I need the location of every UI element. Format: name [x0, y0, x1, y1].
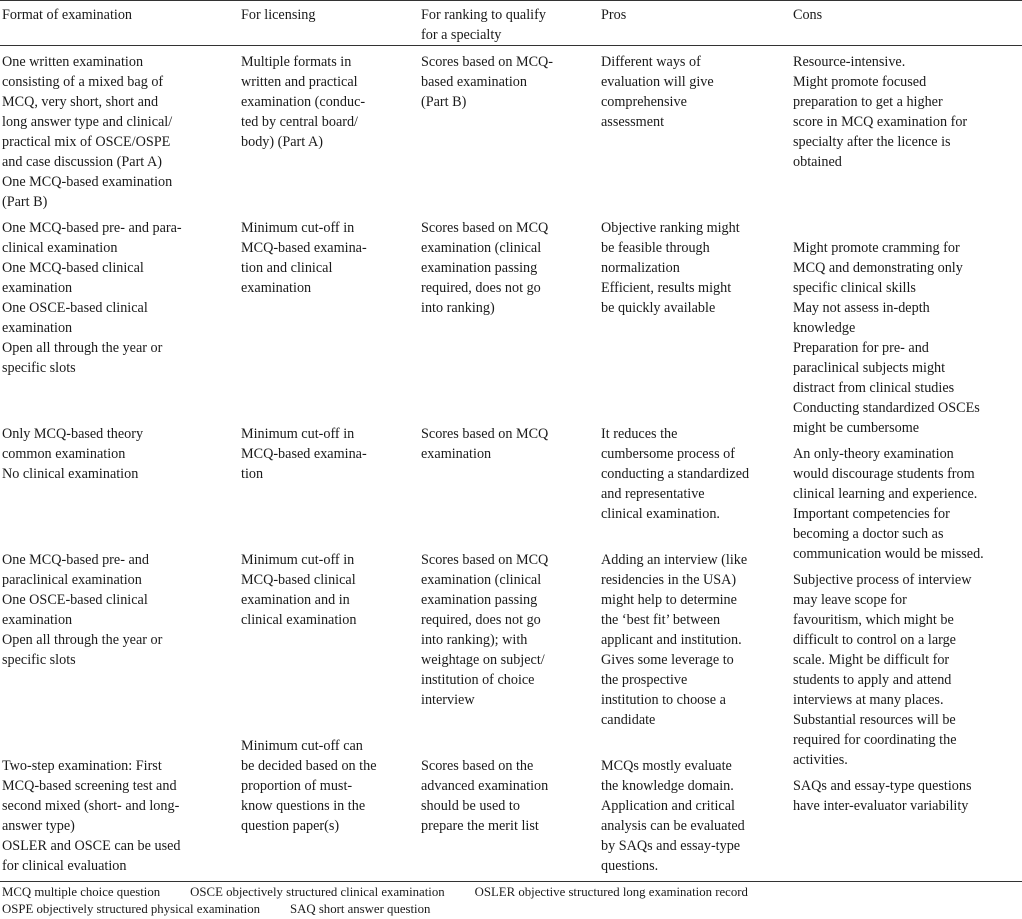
row-3-licensing: Minimum cut-off in MCQ-based examina- tion [241, 426, 367, 482]
header-ranking: For ranking to qualify for a specialty [421, 7, 546, 43]
row-1-pros: Different ways of evaluation will give comprehensive assessment [601, 54, 714, 130]
row-4-pros: Adding an interview (like residencies in the USA) might help to determine the ‘best fit’ between applicant and institution. Gives some leverage to the prospective institution to choose a candidate [601, 552, 748, 728]
row-1-cons: Resource-intensive. Might promote focused preparation to get a higher score in MCQ examination for specialty after the licence is obtained [793, 54, 968, 170]
footnote-osler: OSLER objective structured long examination record [474, 885, 748, 899]
row-4-format: One MCQ-based pre- and paraclinical examination One OSCE-based clinical examination Open all through the year or specific slots [2, 552, 163, 668]
header-cons: Cons [793, 7, 823, 23]
footnote-osce: OSCE objectively structured clinical examination [190, 885, 445, 899]
row-3-cons: An only-theory examination would discourage students from clinical learning and experience. Important competencies for becoming a doctor such as communication would be missed. [793, 446, 984, 562]
row-5-cons: SAQs and essay-type questions have inter-evaluator variability [793, 778, 972, 814]
header-format: Format of examination [2, 7, 133, 23]
row-1-ranking: Scores based on MCQ- based examination (Part B) [421, 54, 554, 110]
row-3-ranking: Scores based on MCQ examination [421, 426, 549, 462]
row-4-cons: Subjective process of interview may leave scope for favouritism, which might be difficult to control on a large scale. Might be difficult for students to apply and attend interviews at many places. Substantial resources will be required for coordinating the activities. [793, 572, 972, 768]
row-4-licensing: Minimum cut-off in MCQ-based clinical examination and in clinical examination [241, 552, 357, 628]
table-footnotes [2, 884, 1017, 918]
row-2-format: One MCQ-based pre- and para- clinical examination One MCQ-based clinical examination One OSCE-based clinical examination Open all through the year or specific slots [2, 220, 182, 376]
row-2-pros: Objective ranking might be feasible through normalization Efficient, results might be quickly available [601, 220, 740, 316]
row-4-ranking: Scores based on MCQ examination (clinical examination passing required, does not go into ranking); with weightage on subject/ institution of choice interview [421, 552, 549, 708]
row-3-format: Only MCQ-based theory common examination No clinical examination [2, 426, 144, 482]
row-2-cons: Might promote cramming for MCQ and demonstrating only specific clinical skills May not assess in-depth knowledge Preparation for pre- and paraclinical subjects might distract from clinical studies Conducting standardized OSCEs might be cumbersome [793, 240, 980, 436]
row-1-format: One written examination consisting of a mixed bag of MCQ, very short, short and long answer type and clinical/ practical mix of OSCE/OSPE and case discussion (Part A) One MCQ-based examination (Part B) [2, 54, 173, 210]
footnote-saq: SAQ short answer question [290, 902, 431, 916]
footnote-ospe: OSPE objectively structured physical examination [2, 902, 261, 916]
row-2-licensing: Minimum cut-off in MCQ-based examina- tion and clinical examination [241, 220, 367, 296]
row-5-licensing: Minimum cut-off can be decided based on the proportion of must- know questions in the question paper(s) [241, 738, 377, 834]
table-bottom-rule [0, 881, 1022, 882]
header-licensing: For licensing [241, 7, 316, 23]
row-2-ranking: Scores based on MCQ examination (clinical examination passing required, does not go into ranking) [421, 220, 549, 316]
row-5-pros: MCQs mostly evaluate the knowledge domain. Application and critical analysis can be evaluated by SAQs and essay-type questions. [601, 758, 745, 874]
row-1-licensing: Multiple formats in written and practical examination (conduc- ted by central board/ body) (Part A) [241, 54, 366, 150]
table-header-rule [0, 45, 1022, 46]
row-5-format: Two-step examination: First MCQ-based screening test and second mixed (short- and long- answer type) OSLER and OSCE can be used for clinical evaluation [2, 758, 181, 874]
table-top-rule [0, 0, 1022, 1]
row-3-pros: It reduces the cumbersome process of conducting a standardized and representative clinical examination. [601, 426, 750, 522]
footnote-mcq: MCQ multiple choice question [2, 885, 161, 899]
row-5-ranking: Scores based on the advanced examination should be used to prepare the merit list [421, 758, 549, 834]
header-pros: Pros [601, 7, 627, 23]
